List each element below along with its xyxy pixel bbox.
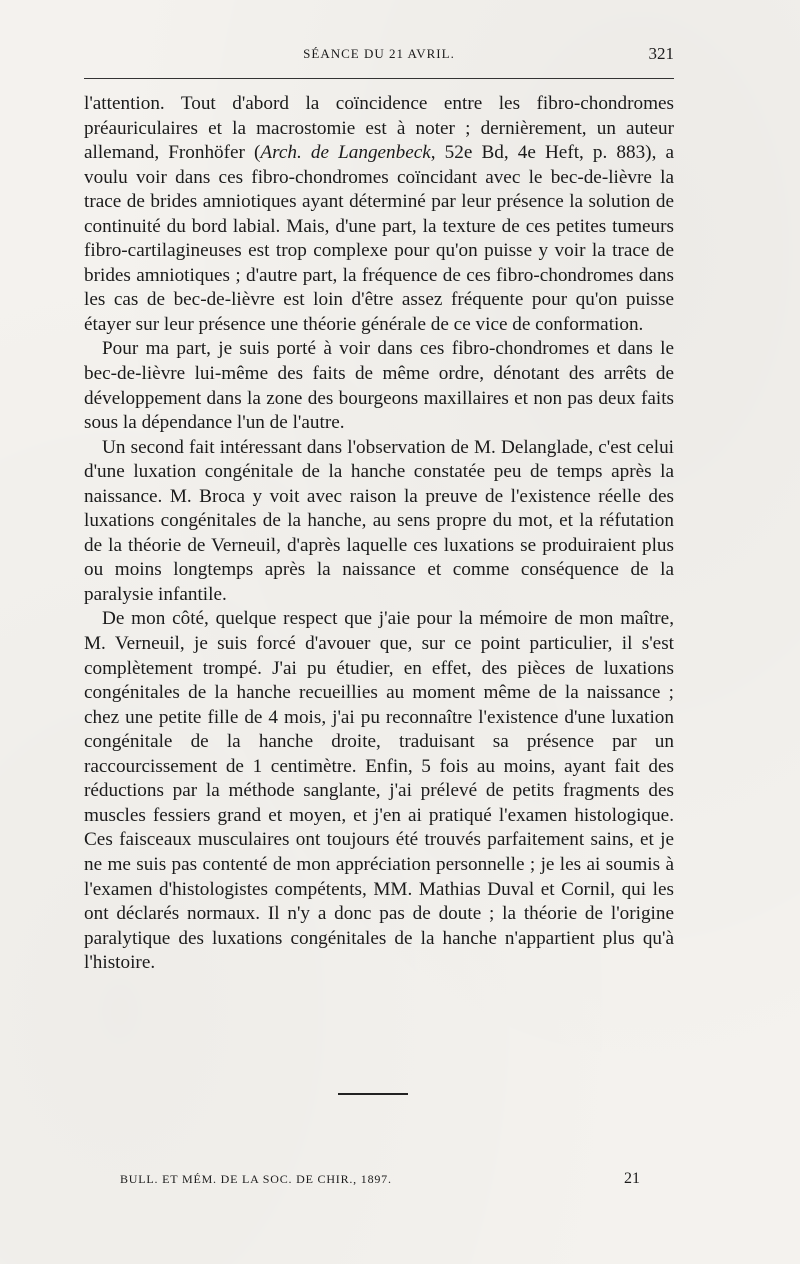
paragraph-1-part-a: l'attention. Tout d'abord la coïncidence entre les fibro-chondromes préauriculaires et la macrostomie est à noter ; dernièrement, un auteur allemand, Fronhöfer ( [84, 93, 674, 164]
page-header [84, 44, 674, 70]
end-rule [338, 1093, 408, 1095]
paragraph-1 [84, 92, 674, 337]
body-text [84, 92, 674, 976]
signature-mark: 21 [624, 1170, 640, 1187]
header-rule [84, 78, 674, 79]
paragraph-1-part-b: , 52e Bd, 4e Heft, p. 883), a voulu voir dans ces fibro-chondromes coïncidant avec le bec-de-lièvre la trace de brides amniotiques ayant déterminé par leur présence la solution de continuité du bord labial. Mais, d'une part, la texture de ces petites tumeurs fibro-cartilagineuses est trop complexe pour qu'on puisse y voir la trace de brides amniotiques ; d'autre part, la fréquence de ces fibro-chondromes dans les cas de bec-de-lièvre est loin d'être assez fréquente pour qu'on puisse étayer sur leur présence une théorie générale de ce vice de conformation. [84, 142, 674, 335]
page-number: 321 [648, 44, 674, 63]
paragraph-4: De mon côté, quelque respect que j'aie pour la mémoire de mon maître, M. Verneuil, je suis forcé d'avouer que, sur ce point particulier, il s'est complètement trompé. J'ai pu étudier, en effet, des pièces de luxations congénitales de la hanche recueillies au moment même de la naissance ; chez une petite fille de 4 mois, j'ai pu reconnaître l'existence d'une luxation congénitale de la hanche droite, traduisant sa présence par un raccourcissement de 1 centimètre. Enfin, 5 fois au moins, ayant fait des réductions par la méthode sanglante, j'ai prélevé de petits fragments des muscles fessiers grand et moyen, et j'en ai pratiqué l'examen histologique. Ces faisceaux musculaires ont toujours été trouvés parfaitement sains, et je ne me suis pas contenté de mon appréciation personnelle ; je les ai soumis à l'examen d'histologistes compétents, MM. Mathias Duval et Cornil, qui les ont déclarés normaux. Il n'y a donc pas de doute ; la théorie de l'origine paralytique des luxations congénitales de la hanche n'appartient plus qu'à l'histoire. [84, 608, 674, 974]
citation-title: Arch. de Langenbeck [260, 142, 431, 164]
paragraph-2: Pour ma part, je suis porté à voir dans ces fibro-chondromes et dans le bec-de-lièvre lui-même des faits de même ordre, dénotant des arrêts de développement dans la zone des bourgeons maxillaires et non pas deux faits sous la dépendance l'un de l'autre. [84, 338, 674, 434]
paragraph-3: Un second fait intéressant dans l'observation de M. Delanglade, c'est celui d'une luxation congénitale de la hanche constatée peu de temps après la naissance. M. Broca y voit avec raison la preuve de l'existence réelle des luxations congénitales de la hanche, au sens propre du mot, et la réfutation de la théorie de Verneuil, d'après laquelle ces luxations se produiraient plus ou moins longtemps après la naissance et comme conséquence de la paralysie infantile. [84, 436, 674, 605]
running-head: SÉANCE DU 21 AVRIL. [303, 46, 455, 61]
page-footer [120, 1172, 640, 1194]
footer-citation: BULL. ET MÉM. DE LA SOC. DE CHIR., 1897. [120, 1172, 392, 1186]
